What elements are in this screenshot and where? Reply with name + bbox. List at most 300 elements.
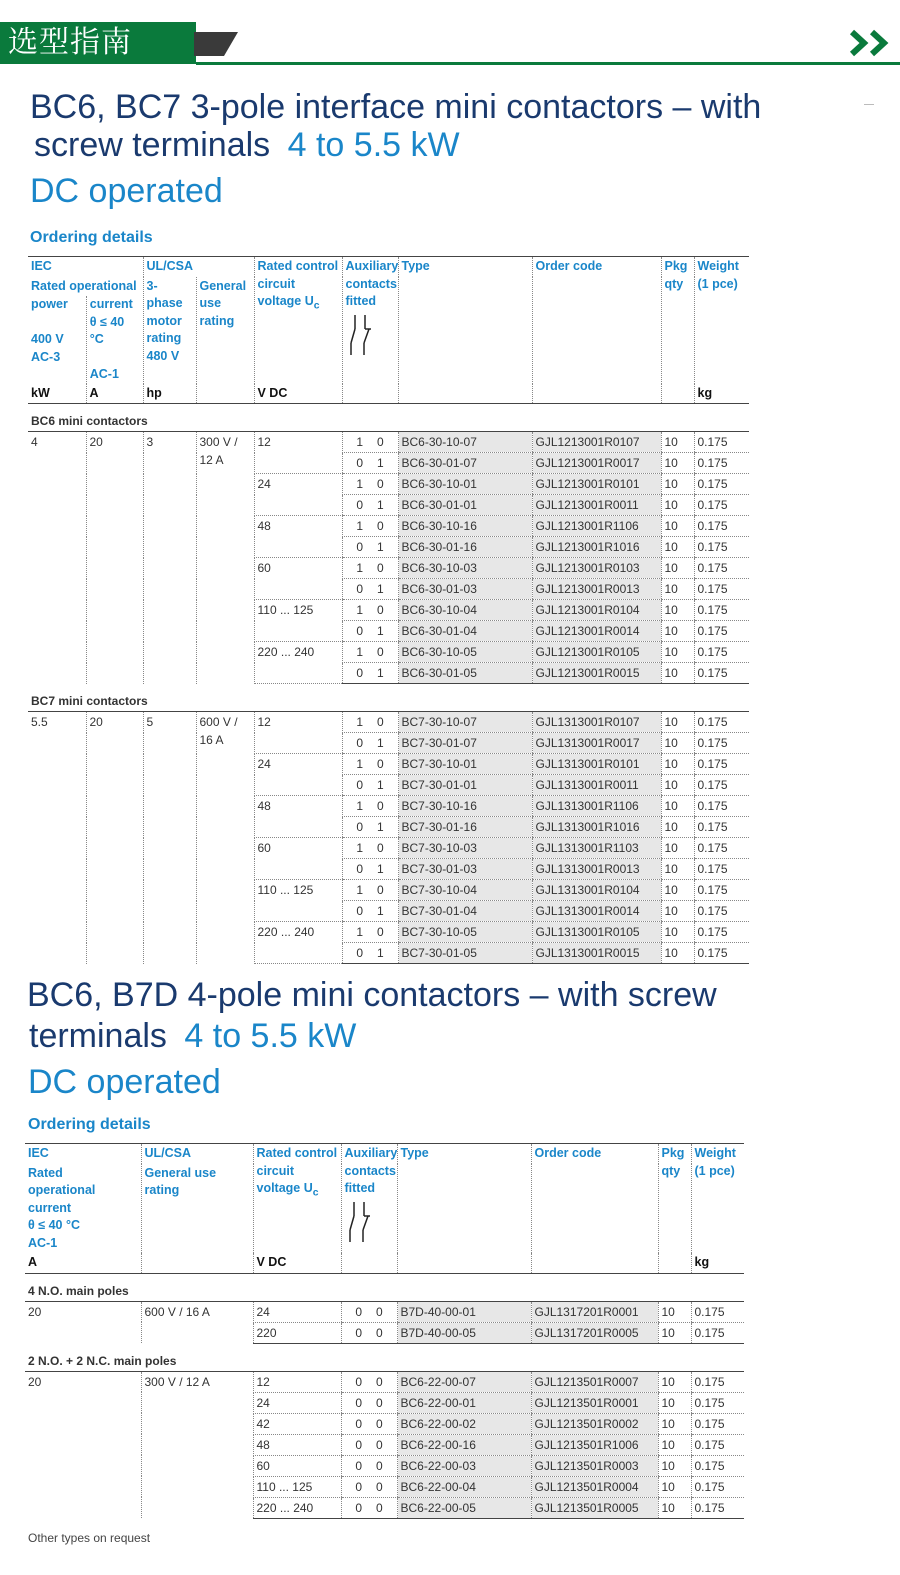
section2-subtitle: DC operated: [28, 1063, 221, 1101]
type-cell: BC7-30-01-01: [398, 775, 532, 796]
section1-power-range: 4 to 5.5 kW: [287, 126, 460, 164]
order-code-cell: GJL1213001R0013: [532, 579, 661, 600]
pkg-qty-cell: 10: [661, 432, 694, 453]
aux-nc: 0: [376, 1374, 383, 1389]
pkg-qty-cell: 10: [661, 579, 694, 600]
control-voltage-cell: 220: [253, 1322, 341, 1343]
pkg-qty-cell: 10: [661, 859, 694, 880]
type-cell: BC7-30-10-01: [398, 754, 532, 775]
aux-no: 0: [355, 1437, 362, 1452]
current-a-cell: 20: [28, 1304, 42, 1319]
header2-ac1: AC-1: [28, 1235, 58, 1250]
weight-cell: 0.175: [694, 775, 749, 796]
auxiliary-contact-symbol-icon: [345, 1200, 375, 1244]
order-code-cell: GJL1317201R0001: [531, 1301, 658, 1322]
type-cell: BC6-30-01-05: [398, 663, 532, 684]
aux-no: 0: [356, 624, 363, 638]
aux-contacts: [341, 1371, 397, 1392]
pkg-qty-cell: 10: [661, 621, 694, 642]
order-code-cell: GJL1213001R0014: [532, 621, 661, 642]
type-cell: BC6-22-00-05: [397, 1497, 531, 1518]
order-code-cell: GJL1213501R0002: [531, 1413, 658, 1434]
unit-a: A: [86, 384, 143, 404]
aux-nc: 0: [377, 477, 384, 491]
aux-contacts: [342, 621, 398, 642]
pkg-qty-cell: 10: [658, 1455, 691, 1476]
header-rule: [196, 62, 900, 65]
aux-contacts: [342, 579, 398, 600]
general-label-2: General use rating: [144, 1165, 217, 1197]
header2-pkg: Pkg qty: [658, 1144, 691, 1254]
type-cell: BC6-22-00-02: [397, 1413, 531, 1434]
pkg-qty-cell: 10: [658, 1371, 691, 1392]
margin-mark: [864, 104, 874, 105]
type-cell: B7D-40-00-01: [397, 1301, 531, 1322]
header-power: power: [31, 297, 68, 311]
weight-cell: 0.175: [691, 1476, 744, 1497]
rated-current-label: Rated operational current: [28, 1165, 96, 1215]
type-cell: BC7-30-10-16: [398, 796, 532, 817]
order-code-cell: GJL1213001R0015: [532, 663, 661, 684]
current-a-cell: 20: [86, 432, 143, 684]
pkg-qty-cell: 10: [661, 516, 694, 537]
header-iec: IEC: [28, 257, 143, 277]
order-code-cell: GJL1313001R1106: [532, 796, 661, 817]
type-cell: BC7-30-01-07: [398, 733, 532, 754]
pkg-qty-cell: 10: [661, 922, 694, 943]
aux-nc: 1: [377, 904, 384, 918]
header-400v: 400 V: [31, 332, 64, 346]
type-cell: B7D-40-00-05: [397, 1322, 531, 1343]
aux-nc: 0: [376, 1437, 383, 1452]
header-rated-control: [254, 257, 342, 384]
order-code-cell: GJL1313001R0105: [532, 922, 661, 943]
header-wedge-icon: [194, 32, 238, 56]
order-code-cell: GJL1313001R1016: [532, 817, 661, 838]
weight-cell: 0.175: [694, 579, 749, 600]
header-type: Type: [398, 257, 532, 384]
aux-contacts: [341, 1392, 397, 1413]
aux-contacts: [341, 1434, 397, 1455]
type-cell: BC6-30-10-04: [398, 600, 532, 621]
weight-cell: 0.175: [694, 516, 749, 537]
aux-contacts: [342, 880, 398, 901]
order-code-cell: GJL1213501R0005: [531, 1497, 658, 1518]
weight-cell: 0.175: [694, 901, 749, 922]
type-cell: BC6-30-10-16: [398, 516, 532, 537]
aux-no: 1: [356, 715, 363, 729]
type-cell: BC6-22-00-03: [397, 1455, 531, 1476]
uc-subscript: c: [313, 300, 320, 312]
aux-contacts: [342, 754, 398, 775]
order-code-cell: GJL1213001R0104: [532, 600, 661, 621]
order-code-cell: GJL1313001R0011: [532, 775, 661, 796]
type-cell: BC6-30-01-16: [398, 537, 532, 558]
section1-title-cont: screw terminals: [34, 126, 271, 164]
weight-cell: 0.175: [694, 712, 749, 733]
aux-nc: 0: [376, 1325, 383, 1340]
aux-nc: 1: [377, 946, 384, 960]
type-cell: BC6-30-10-07: [398, 432, 532, 453]
unit2-a: A: [25, 1253, 141, 1273]
aux-contacts: [342, 733, 398, 754]
section2-title: BC6, B7D 4-pole mini contactors – with screw: [27, 976, 717, 1014]
aux-contacts: [342, 474, 398, 495]
control-voltage-cell: 220 ... 240: [254, 642, 342, 684]
header-general: General use rating: [196, 277, 254, 384]
aux-contacts: [342, 922, 398, 943]
group-heading: BC7 mini contactors: [28, 684, 749, 712]
aux-no: 0: [356, 666, 363, 680]
aux-nc: 0: [377, 925, 384, 939]
aux-contacts: [342, 558, 398, 579]
aux-no: 0: [356, 498, 363, 512]
control-voltage-cell: 110 ... 125: [254, 880, 342, 922]
weight-cell: 0.175: [694, 432, 749, 453]
section2-table: [25, 1143, 744, 1519]
current-a-cell: 20: [28, 1374, 42, 1389]
type-cell: BC6-22-00-16: [397, 1434, 531, 1455]
aux-contacts: [342, 796, 398, 817]
pkg-qty-cell: 10: [661, 754, 694, 775]
control-voltage-cell: 60: [254, 838, 342, 880]
order-code-cell: GJL1213501R0003: [531, 1455, 658, 1476]
aux-nc: 1: [377, 736, 384, 750]
pkg-qty-cell: 10: [661, 838, 694, 859]
weight-cell: 0.175: [691, 1413, 744, 1434]
order-code-cell: GJL1313001R0017: [532, 733, 661, 754]
header2-iec: IEC: [25, 1144, 141, 1164]
aux-no: 0: [355, 1395, 362, 1410]
pkg-qty-cell: 10: [661, 642, 694, 663]
header2-ulcsa: UL/CSA: [141, 1144, 253, 1164]
weight-cell: 0.175: [691, 1434, 744, 1455]
aux-nc: 0: [376, 1416, 383, 1431]
aux-contacts: [342, 453, 398, 474]
pkg-qty-cell: 10: [661, 733, 694, 754]
control-voltage-cell: 48: [254, 516, 342, 558]
pkg-qty-cell: 10: [658, 1322, 691, 1343]
aux-nc: 0: [377, 519, 384, 533]
control-voltage-cell: 48: [253, 1434, 341, 1455]
aux-nc: 1: [377, 624, 384, 638]
rated-control-label: Rated control circuit voltage U: [257, 259, 339, 308]
pkg-qty-cell: 10: [661, 558, 694, 579]
aux-no: 1: [356, 645, 363, 659]
control-voltage-cell: 220 ... 240: [253, 1497, 341, 1518]
aux-no: 1: [356, 799, 363, 813]
weight-cell: 0.175: [694, 838, 749, 859]
header-ulcsa: UL/CSA: [143, 257, 254, 277]
order-code-cell: GJL1313001R0101: [532, 754, 661, 775]
aux-label: Auxiliary contacts fitted: [345, 259, 398, 308]
order-code-cell: GJL1213001R0107: [532, 432, 661, 453]
aux-nc: 0: [377, 435, 384, 449]
aux-contacts: [342, 712, 398, 733]
aux-contacts: [341, 1476, 397, 1497]
table-row: [28, 712, 749, 733]
section1-table: [28, 256, 749, 964]
aux-contacts: [341, 1413, 397, 1434]
auxiliary-contact-symbol-icon: [346, 313, 376, 357]
section2-title-line2: [29, 1017, 356, 1055]
order-code-cell: GJL1213501R0004: [531, 1476, 658, 1497]
section2-title-cont: terminals: [29, 1017, 167, 1055]
rated-op-label: Rated operational: [31, 278, 137, 293]
aux-no: 1: [356, 603, 363, 617]
weight-cell: 0.175: [694, 558, 749, 579]
aux-no: 0: [356, 946, 363, 960]
header-ac1: AC-1: [89, 367, 119, 381]
type-cell: BC6-30-10-03: [398, 558, 532, 579]
aux-nc: 1: [377, 456, 384, 470]
header-current: current: [89, 297, 133, 311]
pkg-qty-cell: 10: [661, 600, 694, 621]
control-voltage-cell: 110 ... 125: [254, 600, 342, 642]
aux-no: 0: [356, 736, 363, 750]
control-voltage-cell: 42: [253, 1413, 341, 1434]
header-rated-op: [28, 277, 143, 384]
aux-nc: 0: [376, 1500, 383, 1515]
order-code-cell: GJL1213001R0101: [532, 474, 661, 495]
aux-no: 0: [355, 1325, 362, 1340]
weight-cell: 0.175: [694, 474, 749, 495]
general-use-cell: 600 V / 16 A: [196, 712, 254, 964]
section1-subtitle: DC operated: [30, 172, 223, 210]
aux-nc: 0: [376, 1395, 383, 1410]
control-voltage-cell: 24: [253, 1392, 341, 1413]
group-heading-row: [28, 404, 749, 432]
type-cell: BC6-22-00-01: [397, 1392, 531, 1413]
header2-type: Type: [397, 1144, 531, 1254]
weight-cell: 0.175: [694, 733, 749, 754]
aux-no: 1: [356, 883, 363, 897]
aux-nc: 0: [377, 757, 384, 771]
control-voltage-cell: 24: [254, 474, 342, 516]
pkg-qty-cell: 10: [661, 775, 694, 796]
aux-no: 0: [356, 540, 363, 554]
weight-cell: 0.175: [691, 1371, 744, 1392]
header2-aux: [341, 1144, 397, 1254]
rated-control-label-2: Rated control circuit voltage U: [256, 1146, 338, 1195]
header-theta: θ ≤ 40 °C: [89, 314, 125, 346]
aux-nc: 1: [377, 862, 384, 876]
weight-cell: 0.175: [694, 796, 749, 817]
aux-contacts: [342, 775, 398, 796]
pkg-qty-cell: 10: [661, 943, 694, 964]
pkg-qty-cell: 10: [658, 1497, 691, 1518]
table-row: [25, 1371, 744, 1392]
current-a-cell: 20: [86, 712, 143, 964]
header-weight: Weight (1 pce): [694, 257, 749, 384]
aux-contacts: [342, 943, 398, 964]
type-cell: BC7-30-01-05: [398, 943, 532, 964]
order-code-cell: GJL1313001R0107: [532, 712, 661, 733]
pkg-qty-cell: 10: [661, 474, 694, 495]
section-tag: 选型指南: [0, 22, 196, 64]
aux-contacts: [342, 642, 398, 663]
aux-contacts: [341, 1322, 397, 1343]
aux-nc: 0: [377, 561, 384, 575]
order-code-cell: GJL1317201R0005: [531, 1322, 658, 1343]
aux-nc: 0: [377, 645, 384, 659]
type-cell: BC7-30-10-04: [398, 880, 532, 901]
aux-no: 1: [356, 925, 363, 939]
section2-power-range: 4 to 5.5 kW: [184, 1017, 357, 1055]
unit2-kg: kg: [691, 1253, 744, 1273]
order-code-cell: GJL1313001R0015: [532, 943, 661, 964]
type-cell: BC6-22-00-04: [397, 1476, 531, 1497]
aux-no: 0: [356, 904, 363, 918]
control-voltage-cell: 60: [254, 558, 342, 600]
aux-contacts: [342, 516, 398, 537]
order-code-cell: GJL1213501R1006: [531, 1434, 658, 1455]
pkg-qty-cell: 10: [661, 796, 694, 817]
header-aux: [342, 257, 398, 384]
aux-nc: 1: [377, 778, 384, 792]
order-code-cell: GJL1213001R0017: [532, 453, 661, 474]
type-cell: BC7-30-01-04: [398, 901, 532, 922]
weight-cell: 0.175: [694, 663, 749, 684]
control-voltage-cell: 24: [253, 1301, 341, 1322]
unit-vdc: V DC: [254, 384, 342, 404]
order-code-cell: GJL1213501R0001: [531, 1392, 658, 1413]
aux-no: 0: [356, 862, 363, 876]
general-use-cell: 600 V / 16 A: [141, 1301, 253, 1343]
aux-nc: 1: [377, 498, 384, 512]
aux-no: 1: [356, 477, 363, 491]
type-cell: BC7-30-10-07: [398, 712, 532, 733]
weight-cell: 0.175: [694, 537, 749, 558]
pkg-qty-cell: 10: [661, 880, 694, 901]
pkg-qty-cell: 10: [658, 1301, 691, 1322]
weight-cell: 0.175: [691, 1392, 744, 1413]
footnote: Other types on request: [28, 1531, 151, 1545]
aux-no: 0: [355, 1500, 362, 1515]
aux-no: 0: [356, 820, 363, 834]
pkg-qty-cell: 10: [658, 1476, 691, 1497]
order-code-cell: GJL1313001R0104: [532, 880, 661, 901]
header-motor: 3-phase motor rating 480 V: [143, 277, 196, 384]
aux-nc: 1: [377, 820, 384, 834]
power-kw-cell: 4: [31, 435, 38, 449]
double-chevron-right-icon[interactable]: [848, 26, 894, 60]
section1-title: BC6, BC7 3-pole interface mini contactors – with: [30, 88, 762, 126]
unit-kg: kg: [694, 384, 749, 404]
type-cell: BC6-30-01-07: [398, 453, 532, 474]
pkg-qty-cell: 10: [661, 663, 694, 684]
type-cell: BC6-22-00-07: [397, 1371, 531, 1392]
aux-no: 0: [355, 1304, 362, 1319]
aux-contacts: [342, 663, 398, 684]
aux-no: 0: [356, 778, 363, 792]
aux-nc: 0: [377, 799, 384, 813]
aux-nc: 0: [377, 603, 384, 617]
aux-no: 1: [356, 757, 363, 771]
control-voltage-cell: 48: [254, 796, 342, 838]
group-heading: BC6 mini contactors: [28, 404, 749, 432]
order-code-cell: GJL1213001R1016: [532, 537, 661, 558]
aux-no: 1: [356, 841, 363, 855]
aux-nc: 0: [376, 1479, 383, 1494]
aux-label-2: Auxiliary contacts fitted: [344, 1146, 397, 1195]
aux-nc: 0: [376, 1458, 383, 1473]
group-heading: 2 N.O. + 2 N.C. main poles: [25, 1343, 744, 1371]
order-code-cell: GJL1213001R0103: [532, 558, 661, 579]
weight-cell: 0.175: [694, 817, 749, 838]
weight-cell: 0.175: [691, 1497, 744, 1518]
weight-cell: 0.175: [691, 1455, 744, 1476]
header-order-code: Order code: [532, 257, 661, 384]
control-voltage-cell: 12: [254, 432, 342, 474]
type-cell: BC6-30-10-01: [398, 474, 532, 495]
control-voltage-cell: 12: [253, 1371, 341, 1392]
order-code-cell: GJL1213501R0007: [531, 1371, 658, 1392]
aux-nc: 1: [377, 540, 384, 554]
aux-nc: 0: [376, 1304, 383, 1319]
motor-hp-cell: 5: [143, 712, 196, 964]
weight-cell: 0.175: [694, 922, 749, 943]
aux-contacts: [341, 1497, 397, 1518]
general-use-cell: 300 V / 12 A: [141, 1371, 253, 1518]
pkg-qty-cell: 10: [661, 453, 694, 474]
pkg-qty-cell: 10: [661, 537, 694, 558]
aux-nc: 1: [377, 666, 384, 680]
unit2-vdc: V DC: [253, 1253, 341, 1273]
control-voltage-cell: 24: [254, 754, 342, 796]
aux-no: 1: [356, 561, 363, 575]
weight-cell: 0.175: [694, 642, 749, 663]
weight-cell: 0.175: [694, 754, 749, 775]
order-code-cell: GJL1313001R0014: [532, 901, 661, 922]
aux-contacts: [342, 901, 398, 922]
aux-contacts: [341, 1455, 397, 1476]
power-kw-cell: 5.5: [31, 715, 48, 729]
order-code-cell: GJL1313001R0013: [532, 859, 661, 880]
section2-ordering-heading: Ordering details: [28, 1116, 151, 1133]
aux-contacts: [342, 600, 398, 621]
section1-title-line2: [34, 126, 460, 164]
type-cell: BC6-30-01-03: [398, 579, 532, 600]
aux-contacts: [342, 859, 398, 880]
header2-theta: θ ≤ 40 °C: [28, 1218, 80, 1232]
header2-weight: Weight (1 pce): [691, 1144, 744, 1254]
aux-contacts: [342, 432, 398, 453]
weight-cell: 0.175: [691, 1322, 744, 1343]
group-heading-row: [28, 684, 749, 712]
control-voltage-cell: 220 ... 240: [254, 922, 342, 964]
aux-no: 0: [355, 1416, 362, 1431]
aux-contacts: [342, 495, 398, 516]
header2-rated-current: [25, 1164, 141, 1254]
type-cell: BC7-30-01-16: [398, 817, 532, 838]
weight-cell: 0.175: [694, 495, 749, 516]
aux-no: 0: [355, 1374, 362, 1389]
header2-rated-control: [253, 1144, 341, 1254]
pkg-qty-cell: 10: [658, 1392, 691, 1413]
type-cell: BC6-30-10-05: [398, 642, 532, 663]
pkg-qty-cell: 10: [661, 495, 694, 516]
weight-cell: 0.175: [694, 453, 749, 474]
aux-no: 1: [356, 435, 363, 449]
table-row: [28, 432, 749, 453]
aux-contacts: [342, 537, 398, 558]
unit-kw: kW: [28, 384, 86, 404]
section1-ordering-heading: Ordering details: [30, 229, 153, 246]
pkg-qty-cell: 10: [658, 1434, 691, 1455]
order-code-cell: GJL1213001R1106: [532, 516, 661, 537]
general-use-cell: 300 V / 12 A: [196, 432, 254, 684]
